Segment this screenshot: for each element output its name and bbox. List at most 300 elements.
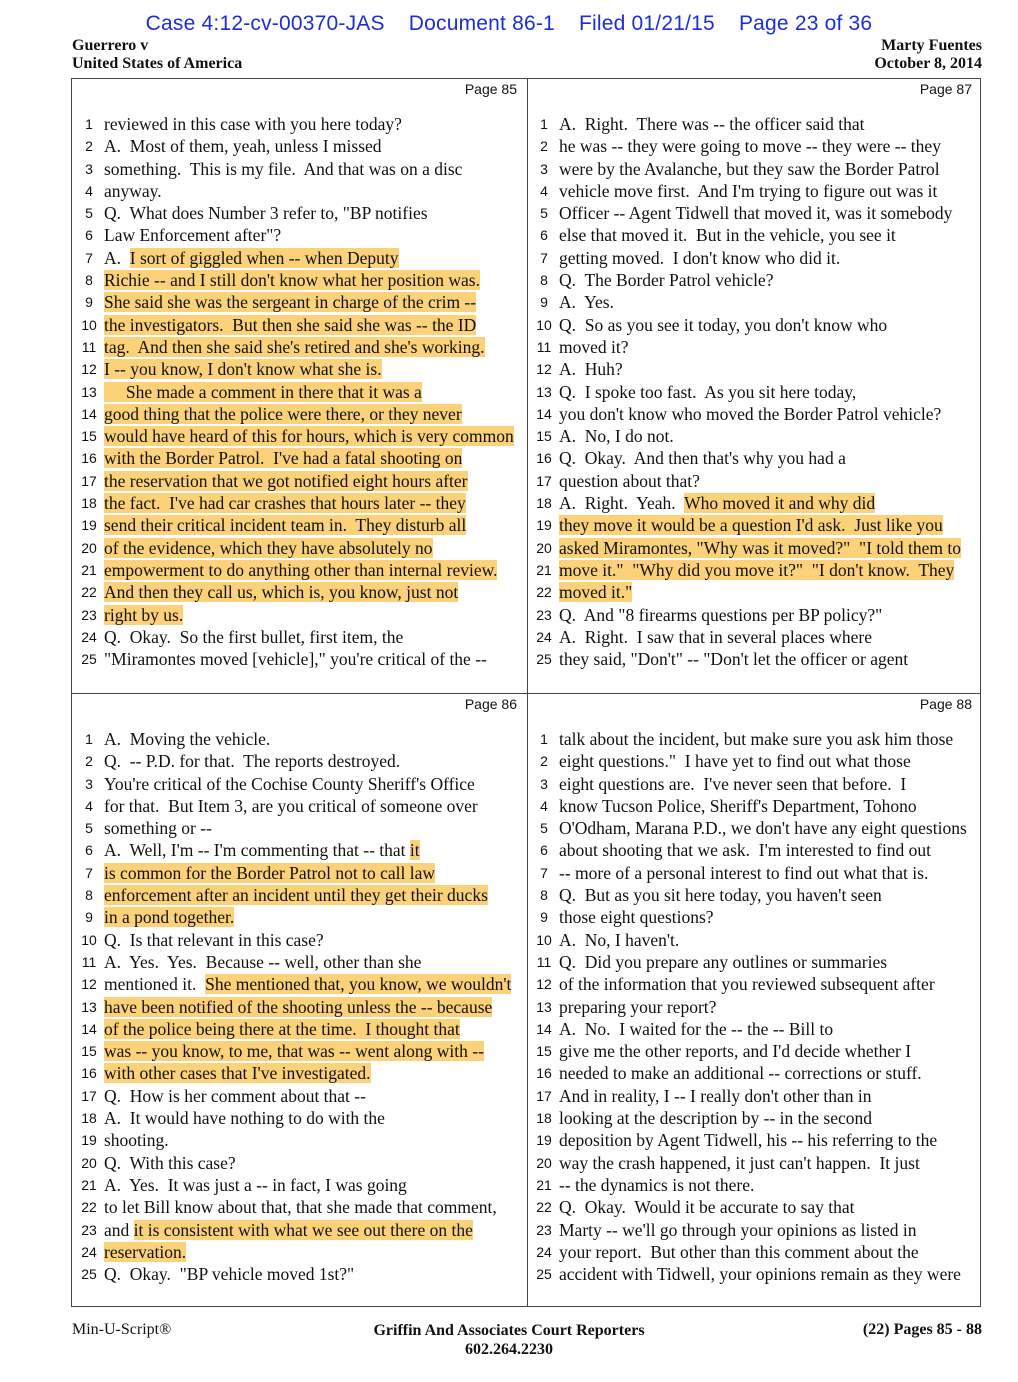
line-number: 9 [85,909,93,926]
text-segment: shooting. [104,1130,169,1151]
line-number: 7 [540,249,548,266]
text-segment: reviewed in this case with you here today? [104,114,402,134]
line-text [559,180,937,202]
transcript-line [529,358,978,380]
text-segment: about shooting that we ask. I'm interested to find out [559,840,932,861]
line-number: 24 [536,628,552,645]
line-number: 3 [540,160,548,177]
text-segment: A. No, I do not. [559,426,674,447]
transcript-line [529,996,978,1018]
line-text [104,951,421,973]
text-segment: A. Yes. It was just a -- in fact, I was going [104,1174,407,1195]
line-text [559,1085,872,1107]
line-text [104,862,435,884]
text-segment: A. Yes. [559,292,614,313]
text-segment: needed to make an additional -- corrections or stuff. [559,1063,922,1084]
text-segment: Q. Okay. "BP vehicle moved 1st?" [104,1264,355,1285]
page-label: Page 87 [919,81,972,97]
highlighted-text: She made a comment in there that it was a [104,381,422,402]
text-segment: else that moved it. But in the vehicle, you see it [559,225,896,246]
line-text [104,514,466,536]
transcript-line [529,839,978,861]
text-segment: eight questions." I have yet to find out what those [559,751,911,772]
line-number: 14 [81,1020,97,1037]
transcript-line [74,158,523,180]
line-text [104,1040,484,1062]
transcript-line [529,862,978,884]
line-number: 22 [81,1199,97,1216]
highlighted-text: with other cases that I've investigated. [104,1063,371,1084]
text-segment: Q. But as you sit here today, you haven't seen [559,885,882,906]
line-text [104,581,458,603]
text-segment: for that. But Item 3, are you critical of someone over [104,795,478,816]
case-caption [72,37,242,73]
line-text [104,135,382,157]
transcript-line [74,381,523,403]
highlighted-text: empowerment to do anything other than internal review. [104,559,498,580]
line-number: 24 [81,628,97,645]
line-text [559,1062,922,1084]
document-number: Document 86-1 [408,12,555,35]
line-text [104,224,281,246]
transcript-line [74,839,523,861]
text-segment: A. No. I waited for the -- the -- Bill to [559,1018,834,1039]
transcript-line [529,906,978,928]
transcript-line [74,447,523,469]
line-number: 2 [540,753,548,770]
transcript-lines [529,728,978,1285]
case-header [0,12,1018,36]
text-segment: eight questions are. I've never seen that before. I [559,773,907,794]
text-segment: You're critical of the Cochise County Sheriff's Office [104,773,475,794]
line-text [559,1040,911,1062]
transcript-lines [74,113,523,670]
line-text [104,158,462,180]
transcript-line [74,604,523,626]
line-text [559,1107,872,1129]
line-text [104,1062,371,1084]
line-number: 21 [81,561,97,578]
text-segment: Q. The Border Patrol vehicle? [559,270,774,291]
line-number: 18 [81,495,97,512]
line-number: 16 [81,1065,97,1082]
text-segment: something. This is my file. And that was on a disc [104,158,463,179]
line-number: 1 [540,116,548,132]
highlighted-text: of the evidence, which they have absolutely no [104,537,433,558]
line-text [559,158,940,180]
highlighted-text: would have heard of this for hours, which is very common [104,426,514,447]
transcript-line [74,314,523,336]
line-number: 8 [540,887,548,904]
transcript-line [74,425,523,447]
line-number: 25 [81,1266,97,1283]
line-text [104,113,402,135]
transcript-line [529,1040,978,1062]
transcript-line [529,973,978,995]
line-number: 13 [536,383,552,400]
line-number: 1 [85,116,93,132]
line-text [104,447,462,469]
highlighted-text: send their critical incident team in. They disturb all [104,515,467,536]
line-text [104,336,485,358]
transcript-line [74,648,523,670]
line-number: 10 [536,316,552,333]
highlighted-text: have been notified of the shooting unless the -- because [104,996,493,1017]
highlighted-text: enforcement after an incident until they get their ducks [104,885,488,906]
line-text [104,604,183,626]
transcript-line [529,604,978,626]
line-text [559,862,928,884]
line-text [559,470,700,492]
line-text [559,247,840,269]
line-text [559,514,943,536]
highlighted-text: And then they call us, which is, you know, just not [104,582,459,603]
line-number: 13 [81,998,97,1015]
highlighted-text: is common for the Border Patrol not to call law [104,862,435,883]
text-segment: vehicle move first. And I'm trying to figure out was it [559,180,938,201]
highlighted-text: reservation. [104,1241,187,1262]
text-segment: of the information that you reviewed subsequent after [559,974,935,995]
text-segment: Q. -- P.D. for that. The reports destroyed. [104,751,401,772]
transcript-line [529,447,978,469]
transcript-line [529,1174,978,1196]
line-number: 11 [81,338,97,355]
line-text [104,425,514,447]
line-text [104,1085,366,1107]
line-number: 21 [81,1176,97,1193]
highlighted-text: good thing that the police were there, or they never [104,403,462,424]
transcript-line [74,1107,523,1129]
highlighted-text: they move it would be a question I'd ask. Just like you [559,515,943,536]
line-number: 21 [536,561,552,578]
line-text [104,1129,169,1151]
line-text [559,648,908,670]
transcript-line [529,425,978,447]
line-number: 7 [85,864,93,881]
highlighted-text: Richie -- and I still don't know what her position was. [104,270,480,291]
deponent-name: Marty Fuentes [881,37,982,54]
line-text [104,1174,407,1196]
line-number: 16 [536,1065,552,1082]
transcript-line [529,247,978,269]
line-number: 11 [81,953,97,970]
line-text [559,581,632,603]
line-text [104,795,478,817]
transcript-line [74,470,523,492]
line-text [104,1152,236,1174]
line-number: 1 [85,731,93,747]
line-text [559,973,935,995]
line-number: 22 [536,584,552,601]
line-number: 23 [81,606,97,623]
line-text [559,403,941,425]
text-segment: deposition by Agent Tidwell, his -- his referring to the [559,1130,938,1151]
case-number: Case 4:12-cv-00370-JAS [145,12,385,35]
text-segment: A. Right. Yeah. [559,493,685,514]
transcript-line [74,750,523,772]
transcript-page [72,694,527,1308]
highlighted-text: I sort of giggled when -- when Deputy [129,247,399,268]
line-number: 14 [81,405,97,422]
transcript-line [529,514,978,536]
line-number: 12 [81,361,97,378]
line-text [559,224,896,246]
text-segment: and [104,1219,134,1240]
line-number: 16 [536,450,552,467]
transcript-line [529,202,978,224]
line-number: 8 [540,272,548,289]
line-number: 2 [85,753,93,770]
text-segment: accident with Tidwell, your opinions remain as they were [559,1264,961,1285]
line-number: 15 [81,1043,97,1060]
transcript-line [74,1062,523,1084]
line-text [559,1129,937,1151]
line-text [104,559,497,581]
line-text [104,1219,473,1241]
line-text [104,381,422,403]
highlighted-text: the investigators. But then she said she was -- the ID [104,314,477,335]
line-number: 17 [536,1087,552,1104]
transcript-line [74,247,523,269]
line-text [559,906,714,928]
line-text [559,604,882,626]
line-number: 20 [536,1154,552,1171]
transcript-line [529,403,978,425]
transcript-line [74,773,523,795]
line-text [559,750,911,772]
transcript-page [527,79,982,693]
transcript-line [74,403,523,425]
transcript-line [74,581,523,603]
text-segment: Q. Is that relevant in this case? [104,929,324,950]
transcript-line [529,1196,978,1218]
line-text [559,773,906,795]
transcript-line [529,1107,978,1129]
line-number: 7 [540,864,548,881]
line-text [104,750,400,772]
text-segment: way the crash happened, it just can't happen. It just [559,1152,920,1173]
transcript-line [74,180,523,202]
line-number: 14 [536,405,552,422]
line-number: 6 [85,842,93,859]
transcript-line [74,1018,523,1040]
line-number: 4 [540,797,548,814]
line-number: 22 [536,1199,552,1216]
line-number: 14 [536,1020,552,1037]
line-text [104,1107,385,1129]
line-text [104,180,162,202]
text-segment: Q. With this case? [104,1152,236,1173]
transcript-page [72,79,527,693]
transcript-line [529,750,978,772]
text-segment: to let Bill know about that, that she made that comment, [104,1197,497,1218]
line-text [104,1196,497,1218]
transcript-line [74,1085,523,1107]
line-text [559,1263,961,1285]
line-number: 10 [81,316,97,333]
line-number: 11 [536,338,552,355]
transcript-line [529,537,978,559]
line-text [104,403,462,425]
line-text [559,795,917,817]
line-number: 13 [81,383,97,400]
line-text [559,884,882,906]
line-number: 23 [81,1221,97,1238]
line-text [559,839,931,861]
transcript-line [529,648,978,670]
line-text [559,1152,920,1174]
line-text [559,951,887,973]
text-segment: Q. What does Number 3 refer to, "BP notifies [104,203,428,224]
line-text [559,929,679,951]
transcript-line [529,728,978,750]
transcript-line [529,1085,978,1107]
text-segment: A. [104,247,130,268]
text-segment: your report. But other than this comment about the [559,1241,919,1262]
reporter-name: Griffin And Associates Court Reporters [373,1322,645,1339]
line-number: 17 [81,1087,97,1104]
line-number: 19 [81,1132,97,1149]
text-segment: Q. Okay. So the first bullet, first item, the [104,626,404,647]
text-segment: A. Well, I'm -- I'm commenting that -- that [104,840,410,861]
line-text [559,537,961,559]
transcript-line [529,158,978,180]
text-segment: A. Yes. Yes. Because -- well, other than she [104,951,422,972]
line-text [104,1263,354,1285]
line-number: 1 [540,731,548,747]
line-number: 19 [81,517,97,534]
transcript-line [74,906,523,928]
text-segment: getting moved. I don't know who did it. [559,247,841,268]
text-segment: Q. Okay. And then that's why you had a [559,448,846,469]
line-text [559,202,952,224]
line-text [104,291,476,313]
text-segment: Q. How is her comment about that -- [104,1085,366,1106]
line-number: 19 [536,517,552,534]
text-segment: A. It would have nothing to do with the [104,1108,385,1129]
transcript-line [529,1129,978,1151]
line-text [559,358,623,380]
highlighted-text: She mentioned that, you know, we wouldn't [205,974,512,995]
line-text [104,817,212,839]
line-text [559,336,629,358]
line-number: 10 [536,931,552,948]
text-segment: anyway. [104,180,162,201]
transcript-line [74,291,523,313]
line-number: 16 [81,450,97,467]
text-segment: Q. Did you prepare any outlines or summaries [559,951,888,972]
transcript-line [529,1241,978,1263]
transcript-line [529,817,978,839]
transcript-line [74,113,523,135]
line-number: 23 [536,1221,552,1238]
footer-brand: Min-U-Script® [72,1321,172,1338]
text-segment: -- more of a personal interest to find out what that is. [559,862,929,883]
line-text [104,626,403,648]
transcript-line [74,492,523,514]
line-text [559,381,856,403]
line-number: 12 [536,361,552,378]
highlighted-text: it [409,840,420,861]
highlighted-text: move it." "Why did you move it?" "I don't know. They [559,559,955,580]
line-number: 24 [536,1243,552,1260]
line-number: 25 [536,1266,552,1283]
text-segment: Q. Okay. Would it be accurate to say that [559,1197,855,1218]
text-segment: those eight questions? [559,907,714,928]
line-number: 25 [536,651,552,668]
line-text [104,996,492,1018]
text-segment: Marty -- we'll go through your opinions as listed in [559,1219,917,1240]
line-number: 5 [85,820,93,837]
line-text [559,1174,754,1196]
transcript-line [529,1152,978,1174]
transcript-line [74,795,523,817]
text-segment: he was -- they were going to move -- they were -- they [559,136,941,157]
transcript-line [529,1062,978,1084]
line-text [559,447,846,469]
line-number: 10 [81,931,97,948]
transcript-line [529,113,978,135]
highlighted-text: the fact. I've had car crashes that hours later -- they [104,493,466,514]
line-text [559,728,953,750]
line-text [559,626,872,648]
transcript-line [74,728,523,750]
line-number: 15 [536,1043,552,1060]
line-number: 5 [540,205,548,222]
caption-line-1: Guerrero v [72,37,149,54]
line-text [104,247,399,269]
line-text [104,906,234,928]
transcript-line [74,626,523,648]
line-text [104,884,488,906]
line-number: 5 [540,820,548,837]
line-number: 18 [81,1110,97,1127]
line-number: 5 [85,205,93,222]
line-text [559,492,875,514]
line-text [559,559,954,581]
text-segment: talk about the incident, but make sure you ask him those [559,729,954,749]
transcript-line [529,135,978,157]
transcript-lines [529,113,978,670]
line-text [104,973,511,995]
line-number: 17 [536,472,552,489]
text-segment: A. Right. There was -- the officer said that [559,114,865,134]
line-number: 4 [540,182,548,199]
line-number: 6 [85,227,93,244]
line-number: 20 [536,539,552,556]
transcript-line [74,1152,523,1174]
line-number: 20 [81,1154,97,1171]
transcript-line [529,795,978,817]
text-segment: A. Most of them, yeah, unless I missed [104,136,382,157]
line-text [104,314,476,336]
line-text [104,202,428,224]
text-segment: O'Odham, Marana P.D., we don't have any eight questions [559,818,967,839]
line-number: 3 [85,160,93,177]
text-segment: A. Huh? [559,359,623,380]
line-number: 4 [85,797,93,814]
transcript-line [74,224,523,246]
page-label: Page 86 [464,696,517,712]
filed-date: Filed 01/21/15 [578,12,715,35]
line-text [104,537,433,559]
line-number: 24 [81,1243,97,1260]
transcript-line [74,884,523,906]
line-number: 17 [81,472,97,489]
transcript-line [74,1263,523,1285]
transcript-line [529,929,978,951]
text-segment: moved it? [559,336,629,357]
